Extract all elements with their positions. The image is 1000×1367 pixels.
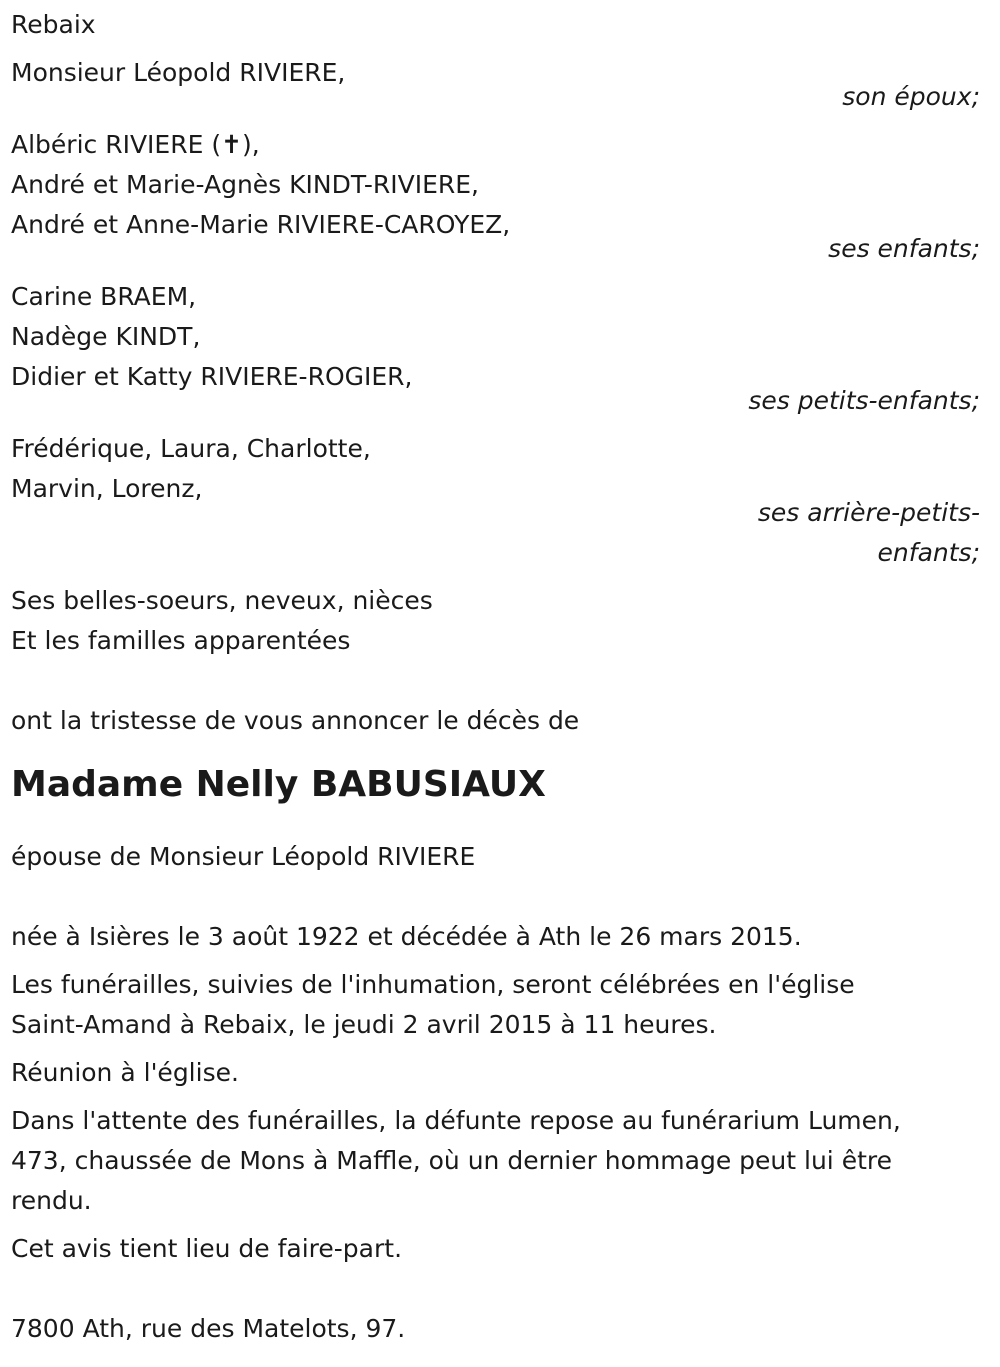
- viewing-text: [11, 1101, 990, 1221]
- address-text: 7800 Ath, rue des Matelots, 97.: [11, 1314, 406, 1343]
- meeting-text: Réunion à l'église.: [11, 1058, 239, 1087]
- extended-family: [11, 581, 990, 661]
- child-name: André et Anne-Marie RIVIERE-CAROYEZ,: [11, 210, 511, 239]
- grandchild-name: Carine BRAEM,: [11, 282, 197, 311]
- grandchild-name: Nadège KINDT,: [11, 322, 201, 351]
- spouse-line: épouse de Monsieur Léopold RIVIERE: [11, 842, 476, 871]
- deceased-name: Madame Nelly BABUSIAUX: [11, 764, 546, 805]
- viewing-line: 473, chaussée de Mons à Maffle, où un dernier hommage peut lui être: [11, 1146, 892, 1175]
- relation-label: ses arrière-petits-: [757, 498, 980, 527]
- viewing-line: Dans l'attente des funérailles, la défunte repose au funérarium Lumen,: [11, 1106, 901, 1135]
- family-line: Et les familles apparentées: [11, 626, 351, 655]
- family-group-spouse: [11, 53, 990, 117]
- family-group-grandchildren: [11, 277, 990, 421]
- relation-label-cont: enfants;: [877, 538, 980, 567]
- viewing-line: rendu.: [11, 1186, 92, 1215]
- spouse-name: Monsieur Léopold RIVIERE,: [11, 58, 346, 87]
- great-grandchild-name: Frédérique, Laura, Charlotte,: [11, 434, 371, 463]
- great-grandchild-name: Marvin, Lorenz,: [11, 474, 203, 503]
- child-name: André et Marie-Agnès KINDT-RIVIERE,: [11, 170, 479, 199]
- family-group-children: [11, 125, 990, 269]
- locality: Rebaix: [11, 10, 96, 39]
- family-group-great-grandchildren: [11, 429, 990, 573]
- relation-label: son époux;: [842, 82, 980, 111]
- child-name: Albéric RIVIERE (✝),: [11, 130, 260, 159]
- family-line: Ses belles-soeurs, neveux, nièces: [11, 586, 433, 615]
- funeral-line: Saint-Amand à Rebaix, le jeudi 2 avril 2015 à 11 heures.: [11, 1010, 717, 1039]
- notice-text: Cet avis tient lieu de faire-part.: [11, 1234, 403, 1263]
- relation-label: ses enfants;: [828, 234, 980, 263]
- announcement-text: ont la tristesse de vous annoncer le décès de: [11, 706, 580, 735]
- funeral-line: Les funérailles, suivies de l'inhumation, seront célébrées en l'église: [11, 970, 855, 999]
- funeral-text: [11, 965, 990, 1045]
- relation-label: ses petits-enfants;: [748, 386, 980, 415]
- birth-death-text: née à Isières le 3 août 1922 et décédée à Ath le 26 mars 2015.: [11, 922, 802, 951]
- grandchild-name: Didier et Katty RIVIERE-ROGIER,: [11, 362, 413, 391]
